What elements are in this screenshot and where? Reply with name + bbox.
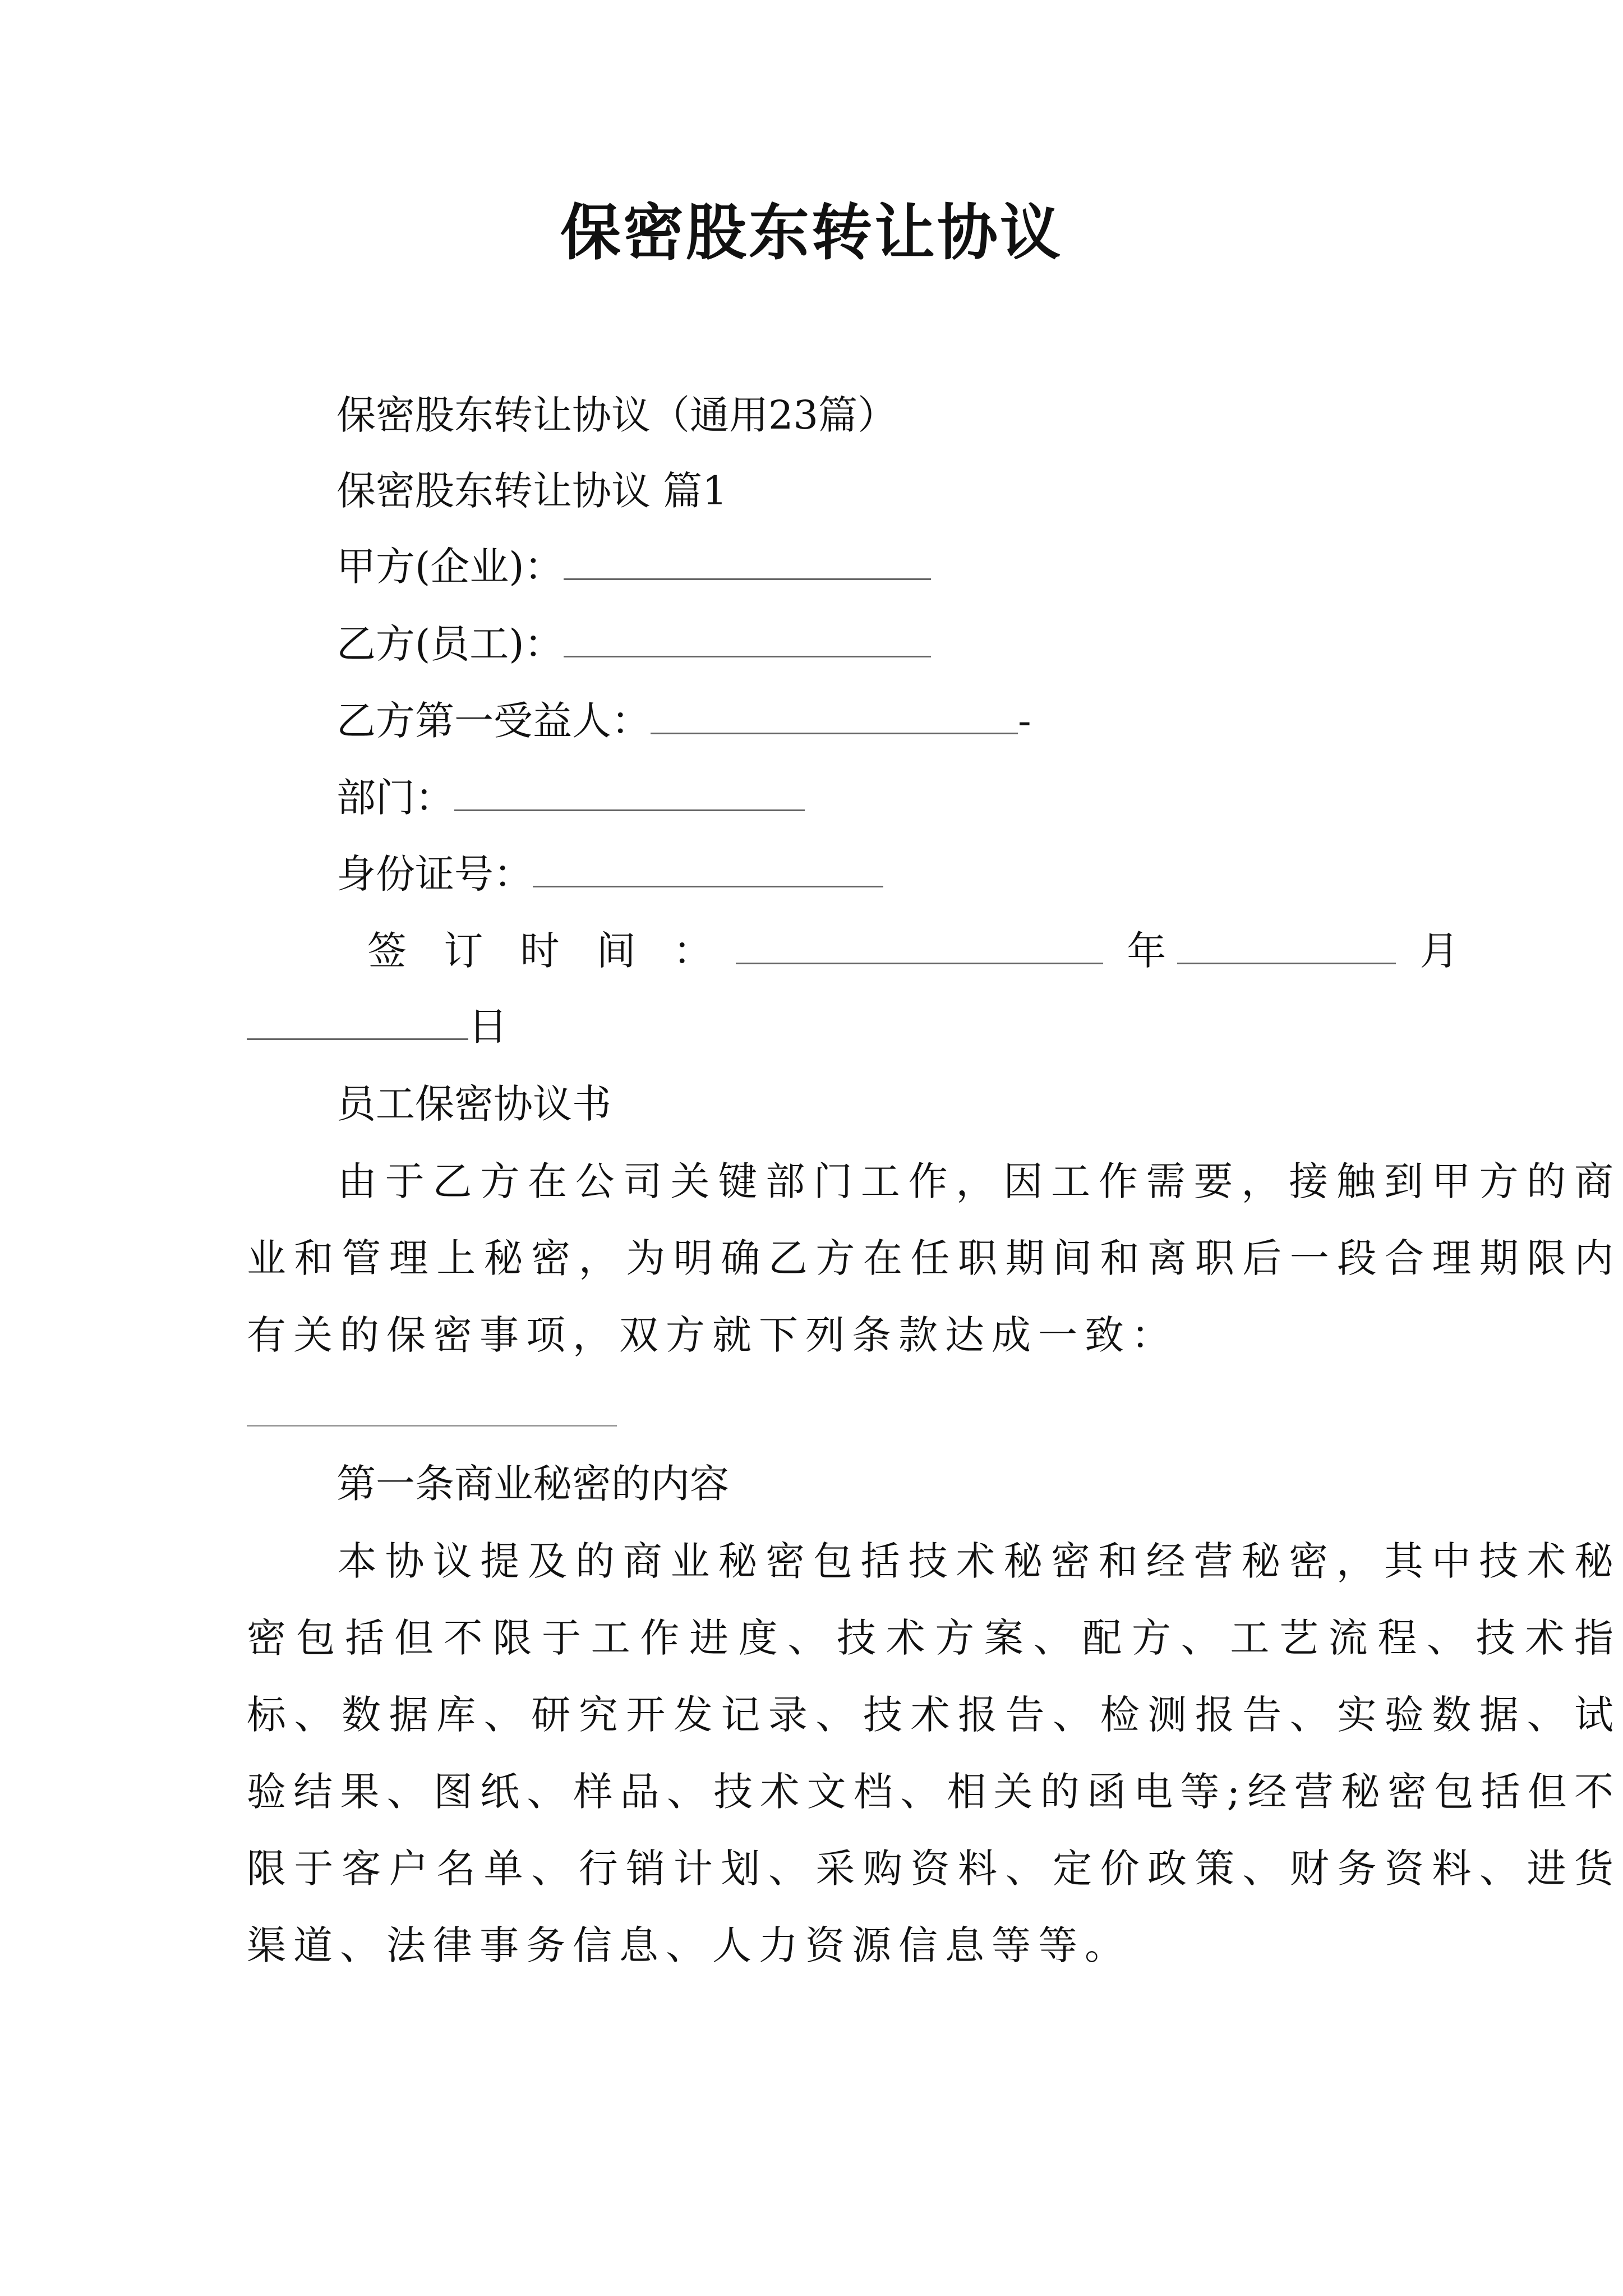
article1-paragraph bbox=[247, 1523, 1621, 1984]
document-title: 保密股东转让协议 bbox=[560, 197, 1063, 268]
party-b-label: 乙方(员工)： bbox=[336, 621, 564, 667]
party-b-blank[interactable] bbox=[564, 621, 931, 657]
article1-paragraph-text: 本协议提及的商业秘密包括技术秘密和经营秘密，其中技术秘密包括但不限于工作进度、技术方案、配方、工艺流程、技术指标、数据库、研究开发记录、技术报告、检测报告、实验数据、试验结果、图纸、样品、技术文档、相关的函电等;经营秘密包括但不限于客户名单、行销计划、采购资料、定价政策、财务资料、进货渠道、法律事务信息、人力资源信息等等。 bbox=[247, 1538, 1621, 1968]
sign-time-label: 签 订 时 间 ： bbox=[367, 928, 725, 974]
sign-month-blank[interactable] bbox=[1177, 928, 1396, 964]
sign-day-blank[interactable] bbox=[247, 1004, 468, 1040]
sign-month-label: 月 bbox=[1419, 928, 1459, 974]
beneficiary-label: 乙方第一受益人： bbox=[336, 698, 651, 744]
department-blank[interactable] bbox=[454, 775, 805, 811]
id-number-row bbox=[336, 846, 883, 902]
sign-day-row bbox=[247, 999, 508, 1055]
id-number-label: 身份证号： bbox=[336, 851, 533, 897]
beneficiary-row bbox=[336, 693, 1031, 749]
sign-time-row bbox=[367, 923, 1459, 979]
party-a-label: 甲方(企业)： bbox=[336, 544, 564, 590]
party-a-row bbox=[336, 539, 931, 595]
sign-year-label: 年 bbox=[1127, 928, 1166, 974]
beneficiary-suffix: - bbox=[1018, 698, 1031, 744]
article1-heading: 第一条商业秘密的内容 bbox=[336, 1461, 729, 1507]
beneficiary-blank[interactable] bbox=[651, 698, 1018, 734]
separator-line bbox=[247, 1425, 617, 1427]
id-number-blank[interactable] bbox=[533, 851, 883, 887]
sign-year-blank[interactable] bbox=[736, 928, 1103, 964]
party-a-blank[interactable] bbox=[564, 544, 931, 580]
party-b-row bbox=[336, 616, 931, 672]
sign-day-label: 日 bbox=[468, 1004, 508, 1050]
document-subtitle: 保密股东转让协议（通用23篇） bbox=[336, 392, 897, 438]
department-row bbox=[336, 770, 805, 826]
intro-paragraph-text: 由于乙方在公司关键部门工作，因工作需要，接触到甲方的商业和管理上秘密，为明确乙方在任职期间和离职后一段合理期限内有关的保密事项，双方就下列条款达成一致： bbox=[247, 1158, 1621, 1358]
section-heading: 保密股东转让协议 篇1 bbox=[336, 468, 727, 514]
intro-paragraph bbox=[247, 1143, 1621, 1374]
agreement-name: 员工保密协议书 bbox=[336, 1081, 611, 1127]
department-label: 部门： bbox=[336, 775, 454, 821]
